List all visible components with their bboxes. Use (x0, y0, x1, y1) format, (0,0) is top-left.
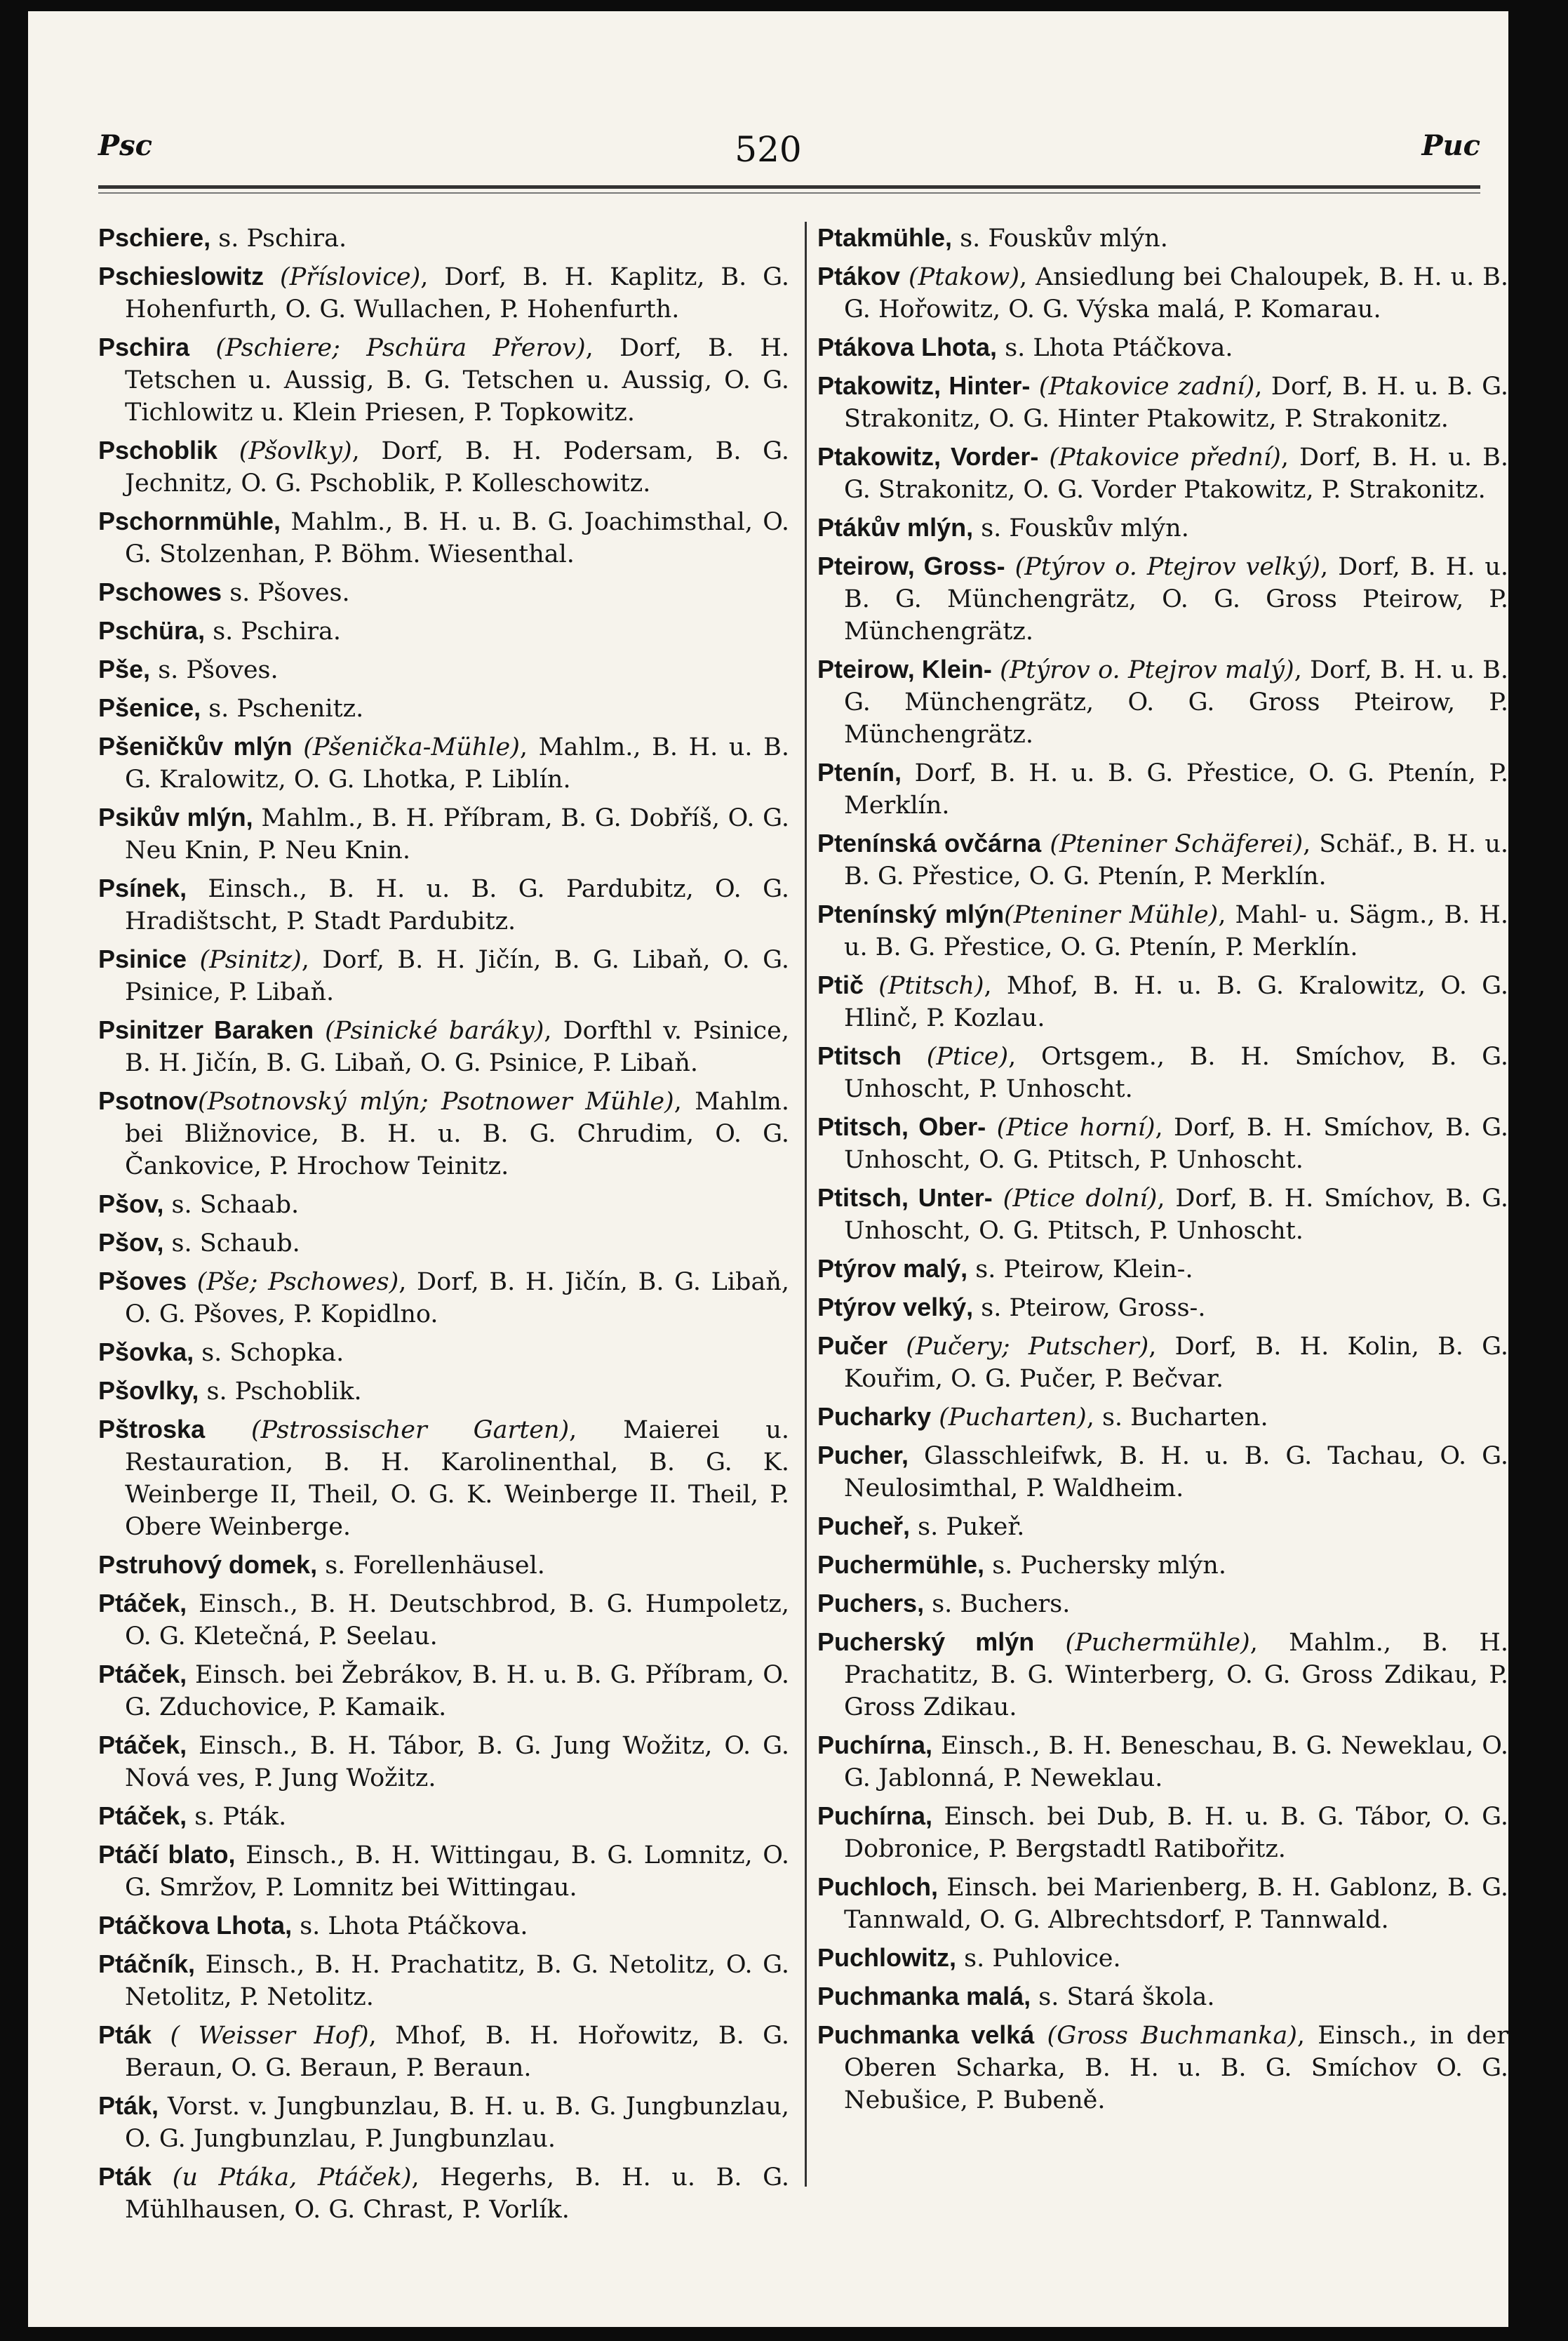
entry-headword: Psinice (98, 945, 187, 973)
gazetteer-entry (817, 550, 1508, 648)
entry-description: , Dorf, B. H. u. B. G. Strakonitz, O. G. Hinter Ptakowitz, P. Strakonitz. (844, 373, 1508, 433)
gazetteer-entry (817, 1330, 1508, 1395)
gazetteer-entry (817, 1942, 1508, 1975)
entry-variant-names: (Pstrossischer Garten) (205, 1416, 570, 1444)
gazetteer-entry (98, 1375, 789, 1408)
entry-headword: Psínek, (98, 874, 187, 902)
gazetteer-entry (98, 872, 789, 938)
entry-description: , Einsch., in der Oberen Scharka, B. H. u. B. G. Smíchov O. G. Nebušice, P. Bubeně. (844, 2022, 1508, 2114)
entry-description: Mahlm., B. H. u. B. G. Joachimsthal, O. G. Stolzenhan, P. Böhm. Wiesenthal. (125, 508, 789, 568)
entry-description: Vorst. v. Jungbunzlau, B. H. u. B. G. Jungbunzlau, O. G. Jungbunzlau, P. Jungbunzlau. (125, 2093, 789, 2153)
entry-headword: Ptič (817, 971, 864, 999)
entry-description: s. Forellenhäusel. (317, 1552, 545, 1580)
entry-description: Einsch., B. H. Prachatitz, B. G. Netolitz, O. G. Netolitz, P. Netolitz. (125, 1951, 789, 2011)
entry-headword: Ptýrov malý, (817, 1254, 968, 1283)
gazetteer-entry (817, 1040, 1508, 1105)
entry-headword: Pucheř, (817, 1512, 911, 1540)
gazetteer-entry (98, 1658, 789, 1723)
gazetteer-entry (98, 1948, 789, 2013)
gazetteer-entry (817, 222, 1508, 255)
entry-description: s. Puhlovice. (956, 1945, 1121, 1973)
entry-description: s. Pták. (187, 1803, 287, 1831)
entry-headword: Ptakowitz, Hinter- (817, 371, 1031, 400)
entry-description: s. Pschenitz. (201, 695, 364, 723)
gazetteer-entry (98, 222, 789, 255)
gazetteer-entry (817, 2019, 1508, 2116)
gazetteer-entry (817, 1111, 1508, 1176)
entry-description: , Dorf, B. H. Smíchov, B. G. Unhoscht, O. G. Ptitsch, P. Unhoscht. (844, 1185, 1508, 1245)
column-divider (805, 222, 807, 2187)
entry-headword: Pucharky (817, 1402, 932, 1431)
entry-variant-names: (Ptakow) (900, 263, 1019, 291)
entry-variant-names: (Pučery; Putscher) (887, 1333, 1149, 1361)
entry-headword: Ptitsch, Ober- (817, 1112, 986, 1141)
entry-headword: Ptenínský mlýn (817, 900, 1005, 928)
gazetteer-entry (98, 692, 789, 725)
entry-description: , Ortsgem., B. H. Smíchov, B. G. Unhoscht, P. Unhoscht. (844, 1043, 1508, 1103)
entry-headword: Ptáček, (98, 1730, 187, 1759)
entry-headword: Pták (98, 2020, 152, 2049)
entry-description: s. Puchersky mlýn. (984, 1552, 1226, 1580)
entry-headword: Pschornmühle, (98, 507, 281, 535)
entry-description: s. Pschira. (205, 618, 342, 646)
gazetteer-entry (98, 260, 789, 326)
gazetteer-entry (817, 653, 1508, 751)
entry-description: s. Buchers. (924, 1590, 1071, 1618)
entry-description: s. Pschoblik. (199, 1378, 362, 1406)
gazetteer-entry (98, 1729, 789, 1794)
entry-headword: Puchlowitz, (817, 1943, 956, 1972)
entry-headword: Pšovka, (98, 1338, 194, 1366)
entry-headword: Pstruhový domek, (98, 1550, 318, 1579)
gazetteer-entry (98, 615, 789, 648)
gazetteer-entry (817, 1291, 1508, 1324)
entry-headword: Puchírna, (817, 1730, 933, 1759)
entry-headword: Puchmanka malá, (817, 1982, 1031, 2010)
entry-headword: Pšov, (98, 1228, 164, 1257)
entry-headword: Pteirow, Klein- (817, 655, 992, 683)
entry-variant-names: (Ptýrov o. Ptejrov malý) (991, 656, 1294, 684)
entry-description: s. Schaub. (163, 1229, 300, 1258)
entry-headword: Ptakowitz, Vorder- (817, 442, 1039, 471)
gazetteer-entry (98, 1909, 789, 1942)
gazetteer-entry (817, 756, 1508, 822)
entry-description: , Dorf, B. H. u. B. G. Münchengrätz, O. G. Gross Pteirow, P. Münchengrätz. (844, 656, 1508, 749)
gazetteer-entry (817, 331, 1508, 364)
gazetteer-entry (817, 1439, 1508, 1505)
gazetteer-entry (98, 1188, 789, 1221)
entry-headword: Ptákův mlýn, (817, 513, 974, 542)
entry-headword: Pše, (98, 655, 151, 683)
entry-headword: Ptenín, (817, 758, 902, 787)
gazetteer-entry (817, 1626, 1508, 1723)
gazetteer-entry (817, 1510, 1508, 1543)
gazetteer-entry (98, 943, 789, 1008)
entry-variant-names: (Pucharten) (931, 1403, 1087, 1432)
entry-variant-names: (Psinitz) (187, 946, 302, 974)
entry-description: s. Fouskův mlýn. (973, 514, 1189, 542)
header-rule-thin (98, 192, 1480, 194)
entry-description: Einsch., B. H. Wittingau, B. G. Lomnitz, O. G. Smržov, P. Lomnitz bei Wittingau. (125, 1841, 789, 1902)
entry-variant-names: (Psotnovský mlýn; Psotnower Mühle) (198, 1088, 674, 1116)
gazetteer-entry (817, 260, 1508, 326)
entry-headword: Psotnov (98, 1086, 199, 1115)
gazetteer-entry (817, 1401, 1508, 1434)
entry-variant-names: (Pteniner Schäferei) (1041, 830, 1304, 858)
entry-headword: Ptenínská ovčárna (817, 829, 1042, 858)
gazetteer-entry (98, 1587, 789, 1653)
entry-variant-names: (Gross Buchmanka) (1034, 2022, 1297, 2050)
entry-variant-names: (Pšenička-Mühle) (292, 733, 520, 761)
gazetteer-entry (817, 441, 1508, 506)
entry-headword: Ptáček, (98, 1801, 187, 1830)
gazetteer-entry (817, 370, 1508, 435)
entry-headword: Pšovlky, (98, 1376, 199, 1405)
entry-description: , Dorf, B. H. Smíchov, B. G. Unhoscht, O. G. Ptitsch, P. Unhoscht. (844, 1114, 1508, 1174)
entry-description: , Mhof, B. H. u. B. G. Kralowitz, O. G. Hlinč, P. Kozlau. (844, 972, 1508, 1032)
entry-headword: Ptákov (817, 262, 901, 291)
entry-description: s. Pteirow, Klein-. (967, 1255, 1193, 1283)
entry-description: , Dorfthl v. Psinice, B. H. Jičín, B. G. Libaň, O. G. Psinice, P. Libaň. (125, 1017, 789, 1077)
entry-description: , Mhof, B. H. Hořowitz, B. G. Beraun, O. G. Beraun, P. Beraun. (125, 2022, 789, 2082)
running-head-right: Puc (1421, 129, 1480, 162)
entry-description: Mahlm., B. H. Příbram, B. G. Dobříš, O. G. Neu Knin, P. Neu Knin. (125, 804, 789, 865)
entry-description: , s. Bucharten. (1086, 1403, 1268, 1432)
entry-description: , Dorf, B. H. Tetschen u. Aussig, B. G. Tetschen u. Aussig, O. G. Tichlowitz u. Klein Priesen, P. Topkowitz. (125, 334, 789, 427)
entry-description: , Dorf, B. H. u. B. G. Strakonitz, O. G. Vorder Ptakowitz, P. Strakonitz. (844, 443, 1508, 504)
entry-description: , Dorf, B. H. Jičín, B. G. Libaň, O. G. Psinice, P. Libaň. (125, 946, 789, 1006)
entry-variant-names: (Ptitsch) (864, 972, 984, 1000)
entry-headword: Puchermühle, (817, 1550, 985, 1579)
entry-headword: Ptýrov velký, (817, 1293, 974, 1321)
entry-headword: Psikův mlýn, (98, 803, 253, 832)
entry-variant-names: (Příslovice) (264, 263, 421, 291)
entry-headword: Pschiere, (98, 223, 211, 252)
entry-description: s. Pšoves. (150, 656, 279, 684)
entry-description: s. Schaab. (163, 1191, 300, 1219)
entry-variant-names: (u Ptáka, Ptáček) (152, 2163, 412, 2192)
gazetteer-entry (98, 1265, 789, 1330)
entry-headword: Ptakmühle, (817, 223, 953, 252)
page-number: 520 (735, 129, 802, 170)
entry-headword: Pschowes (98, 578, 222, 606)
entry-description: Glasschleifwk, B. H. u. B. G. Tachau, O. G. Neulosimthal, P. Waldheim. (844, 1442, 1508, 1502)
entry-headword: Ptitsch (817, 1041, 902, 1070)
entry-headword: Pschüra, (98, 616, 206, 645)
entry-description: Einsch., B. H. u. B. G. Pardubitz, O. G. Hradištscht, P. Stadt Pardubitz. (125, 875, 789, 935)
entry-description: , Dorf, B. H. u. B. G. Münchengrätz, O. G. Gross Pteirow, P. Münchengrätz. (844, 553, 1508, 646)
entry-description: , Mahlm., B. H. u. B. G. Kralowitz, O. G. Lhotka, P. Liblín. (125, 733, 789, 794)
entry-description: s. Pschira. (210, 225, 347, 253)
entry-headword: Pschira (98, 333, 190, 361)
entry-description: , Dorf, B. H. Kolin, B. G. Kouřim, O. G. Pučer, P. Bečvar. (844, 1333, 1508, 1393)
entry-description: s. Lhota Ptáčkova. (997, 334, 1233, 362)
entry-description: Einsch. bei Žebrákov, B. H. u. B. G. Příbram, O. G. Zduchovice, P. Kamaik. (125, 1661, 789, 1721)
entry-headword: Puchmanka velká (817, 2020, 1035, 2049)
entry-headword: Pšeničkův mlýn (98, 732, 293, 761)
entry-headword: Ptáčí blato, (98, 1840, 236, 1869)
gazetteer-entry (817, 1980, 1508, 2013)
entry-headword: Pštroska (98, 1415, 206, 1443)
entry-description: Einsch. bei Dub, B. H. u. B. G. Tábor, O. G. Dobronice, P. Bergstadtl Ratibořitz. (844, 1803, 1508, 1863)
entry-description: s. Pukeř. (910, 1513, 1025, 1541)
gazetteer-entry (817, 1800, 1508, 1865)
entry-headword: Puchers, (817, 1589, 925, 1618)
gazetteer-entry (98, 576, 789, 609)
entry-headword: Ptáčkova Lhota, (98, 1911, 293, 1940)
entry-description: , Dorf, B. H. Kaplitz, B. G. Hohenfurth, O. G. Wullachen, P. Hohenfurth. (125, 263, 789, 324)
gazetteer-entry (817, 1549, 1508, 1582)
gazetteer-entry (817, 1253, 1508, 1286)
entry-headword: Pucherský mlýn (817, 1627, 1035, 1656)
entry-description: , Schäf., B. H. u. B. G. Přestice, O. G. Ptenín, P. Merklín. (844, 830, 1508, 891)
gazetteer-entry (817, 1871, 1508, 1936)
gazetteer-entry (98, 331, 789, 429)
entry-headword: Pšov, (98, 1189, 164, 1218)
entry-description: s. Schopka. (194, 1339, 344, 1367)
entry-headword: Puchloch, (817, 1872, 939, 1901)
entry-headword: Ptáček, (98, 1589, 187, 1618)
entry-variant-names: (Ptakovice zadní) (1030, 373, 1255, 401)
entry-description: Einsch., B. H. Deutschbrod, B. G. Humpoletz, O. G. Kletečná, P. Seelau. (125, 1590, 789, 1650)
gazetteer-entry (98, 1413, 789, 1543)
entry-variant-names: (Ptice) (902, 1043, 1009, 1071)
entry-headword: Pták (98, 2162, 152, 2191)
entry-variant-names: (Pschiere; Pschüra Přerov) (189, 334, 586, 362)
entry-description: s. Lhota Ptáčkova. (292, 1912, 528, 1940)
entry-headword: Ptitsch, Unter- (817, 1183, 993, 1212)
entry-headword: Psinitzer Baraken (98, 1015, 314, 1044)
entry-description: , Maierei u. Restauration, B. H. Karolinenthal, B. G. K. Weinberge II, Theil, O. G. K. Weinberge II. Theil, P. Obere Weinberge. (125, 1416, 789, 1541)
entry-variant-names: (Pšovlky) (217, 437, 352, 465)
entry-description: , Dorf, B. H. Podersam, B. G. Jechnitz, O. G. Pschoblik, P. Kolleschowitz. (125, 437, 789, 498)
gazetteer-entry (98, 434, 789, 500)
entry-variant-names: (Ptakovice přední) (1038, 443, 1281, 472)
entry-variant-names: (Psinické baráky) (314, 1017, 544, 1045)
gazetteer-entry (98, 2019, 789, 2084)
gazetteer-entry (98, 731, 789, 796)
entry-description: Dorf, B. H. u. B. G. Přestice, O. G. Ptenín, P. Merklín. (844, 759, 1508, 820)
entry-description: s. Pteirow, Gross-. (973, 1294, 1206, 1322)
entry-description: , Dorf, B. H. Jičín, B. G. Libaň, O. G. Pšoves, P. Kopidlno. (125, 1268, 789, 1328)
entry-variant-names: (Ptice horní) (986, 1114, 1155, 1142)
gazetteer-entry (817, 898, 1508, 963)
entry-description: s. Fouskův mlýn. (952, 225, 1168, 253)
entry-headword: Pšenice, (98, 693, 201, 722)
entry-headword: Ptáčník, (98, 1949, 196, 1978)
entry-description: s. Pšoves. (222, 579, 350, 607)
gazetteer-entry (98, 801, 789, 867)
gazetteer-entry (98, 1839, 789, 1904)
gazetteer-entry (98, 505, 789, 571)
entry-headword: Pučer (817, 1331, 888, 1360)
entry-description: , Ansiedlung bei Chaloupek, B. H. u. B. G. Hořowitz, O. G. Výska malá, P. Komarau. (844, 263, 1508, 324)
gazetteer-entry (817, 512, 1508, 545)
entry-variant-names: (Puchermühle) (1034, 1629, 1250, 1657)
gazetteer-entry (817, 969, 1508, 1034)
entry-headword: Pták, (98, 2091, 159, 2120)
entry-description: Einsch., B. H. Tábor, B. G. Jung Wožitz, O. G. Nová ves, P. Jung Wožitz. (125, 1732, 789, 1792)
entry-description: , Mahlm., B. H. Prachatitz, B. G. Winterberg, O. G. Gross Zdikau, P. Gross Zdikau. (844, 1629, 1508, 1721)
entry-headword: Pucher, (817, 1441, 909, 1469)
gazetteer-entry (817, 1182, 1508, 1247)
entry-headword: Pschieslowitz (98, 262, 264, 291)
entry-variant-names: (Ptice dolní) (992, 1185, 1158, 1213)
entry-variant-names: (Pteniner Mühle) (1004, 901, 1219, 929)
entry-variant-names: ( Weisser Hof) (152, 2022, 369, 2050)
gazetteer-entry (98, 1227, 789, 1260)
entry-headword: Pšoves (98, 1267, 187, 1295)
gazetteer-entry (817, 1729, 1508, 1794)
entry-description: Einsch., B. H. Beneschau, B. G. Neweklau, O. G. Jablonná, P. Neweklau. (844, 1732, 1508, 1792)
entry-description: Einsch. bei Marienberg, B. H. Gablonz, B. G. Tannwald, O. G. Albrechtsdorf, P. Tannwald. (844, 1874, 1508, 1934)
gazetteer-entry (817, 827, 1508, 893)
gazetteer-entry (98, 1336, 789, 1369)
left-column (98, 222, 789, 2232)
entry-description: , Mahlm. bei Bližnovice, B. H. u. B. G. Chrudim, O. G. Čankovice, P. Hrochow Teinitz. (125, 1088, 789, 1180)
dictionary-page (28, 11, 1508, 2327)
gazetteer-entry (98, 1800, 789, 1833)
entry-description: , Mahl- u. Sägm., B. H. u. B. G. Přestice, O. G. Ptenín, P. Merklín. (844, 901, 1508, 961)
entry-headword: Puchírna, (817, 1801, 933, 1830)
entry-headword: Ptákova Lhota, (817, 333, 998, 361)
entry-variant-names: (Pše; Pschowes) (187, 1268, 399, 1296)
gazetteer-entry (98, 653, 789, 686)
running-head-left: Psc (98, 129, 152, 162)
entry-headword: Pteirow, Gross- (817, 552, 1005, 580)
header-rule (98, 185, 1480, 189)
gazetteer-entry (98, 1085, 789, 1182)
right-column (817, 222, 1508, 2122)
entry-description: , Hegerhs, B. H. u. B. G. Mühlhausen, O. G. Chrast, P. Vorlík. (125, 2163, 789, 2224)
gazetteer-entry (98, 1549, 789, 1582)
entry-variant-names: (Ptýrov o. Ptejrov velký) (1005, 553, 1320, 581)
gazetteer-entry (98, 2090, 789, 2155)
gazetteer-entry (98, 1014, 789, 1079)
gazetteer-entry (817, 1587, 1508, 1620)
gazetteer-entry (98, 2161, 789, 2226)
entry-description: s. Stará škola. (1031, 1983, 1215, 2011)
entry-headword: Ptáček, (98, 1660, 187, 1688)
entry-headword: Pschoblik (98, 436, 218, 465)
